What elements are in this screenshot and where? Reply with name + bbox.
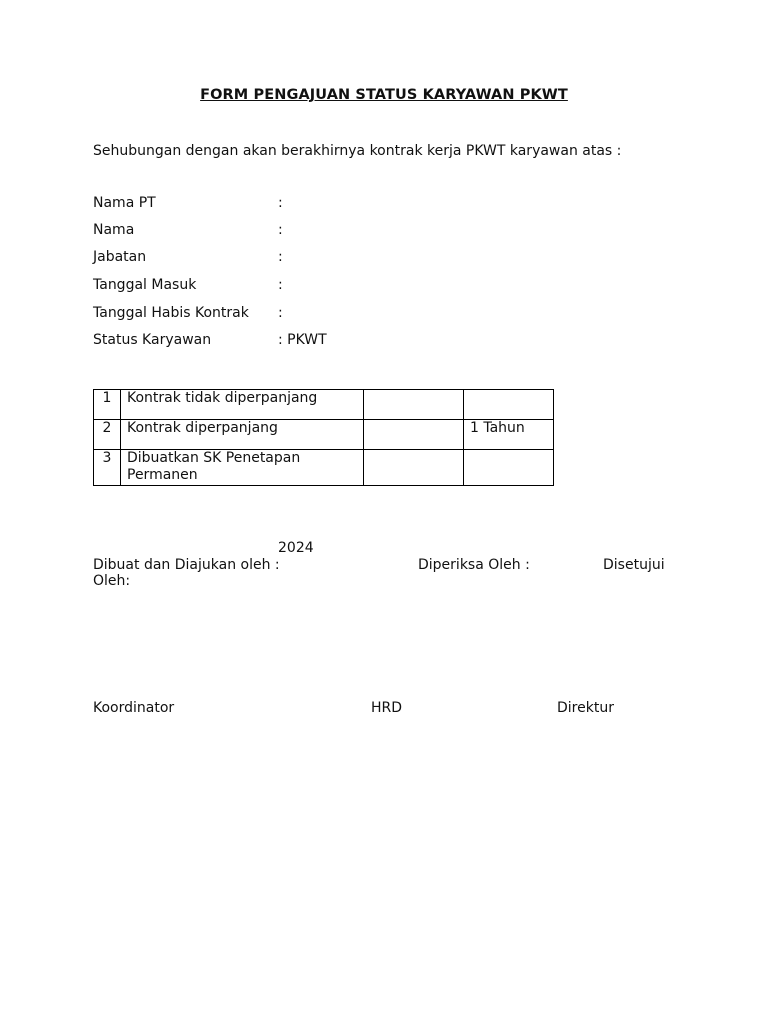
field-value-jabatan: :: [278, 249, 283, 265]
contract-options-table: [93, 389, 554, 486]
field-label-nama-pt: Nama PT: [93, 195, 156, 211]
signature-year: 2024: [278, 540, 314, 556]
intro-paragraph: Sehubungan dengan akan berakhirnya kontrak kerja PKWT karyawan atas :: [93, 143, 622, 159]
row-number: 1: [94, 390, 121, 420]
option-duration: [464, 450, 554, 486]
field-label-nama: Nama: [93, 222, 135, 238]
role-koordinator: Koordinator: [93, 700, 175, 716]
option-duration: 1 Tahun: [464, 420, 554, 450]
field-value-nama: :: [278, 222, 283, 238]
checked-by-label: Diperiksa Oleh :: [418, 557, 530, 573]
field-value-tanggal-habis-kontrak: :: [278, 305, 283, 321]
document-title: FORM PENGAJUAN STATUS KARYAWAN PKWT: [200, 87, 568, 103]
field-value-nama-pt: :: [278, 195, 283, 211]
table-row: [94, 420, 554, 450]
table-row: [94, 390, 554, 420]
approved-by-label: Disetujui: [603, 557, 665, 573]
approved-by-label-continued: Oleh:: [93, 573, 131, 589]
role-direktur: Direktur: [557, 700, 614, 716]
field-value-tanggal-masuk: :: [278, 277, 283, 293]
option-mark-cell: [364, 450, 464, 486]
row-number: 3: [94, 450, 121, 486]
field-label-jabatan: Jabatan: [93, 249, 147, 265]
option-mark-cell: [364, 390, 464, 420]
option-description: Kontrak diperpanjang: [121, 420, 364, 450]
option-description: Dibuatkan SK Penetapan Permanen: [121, 450, 364, 486]
option-description: Kontrak tidak diperpanjang: [121, 390, 364, 420]
field-label-status-karyawan: Status Karyawan: [93, 332, 212, 348]
option-duration: [464, 390, 554, 420]
field-value-status-karyawan: : PKWT: [278, 332, 327, 348]
field-label-tanggal-habis-kontrak: Tanggal Habis Kontrak: [93, 305, 249, 321]
prepared-by-label: Dibuat dan Diajukan oleh :: [93, 557, 280, 573]
field-label-tanggal-masuk: Tanggal Masuk: [93, 277, 197, 293]
row-number: 2: [94, 420, 121, 450]
role-hrd: HRD: [371, 700, 403, 716]
table-row: [94, 450, 554, 486]
option-mark-cell: [364, 420, 464, 450]
